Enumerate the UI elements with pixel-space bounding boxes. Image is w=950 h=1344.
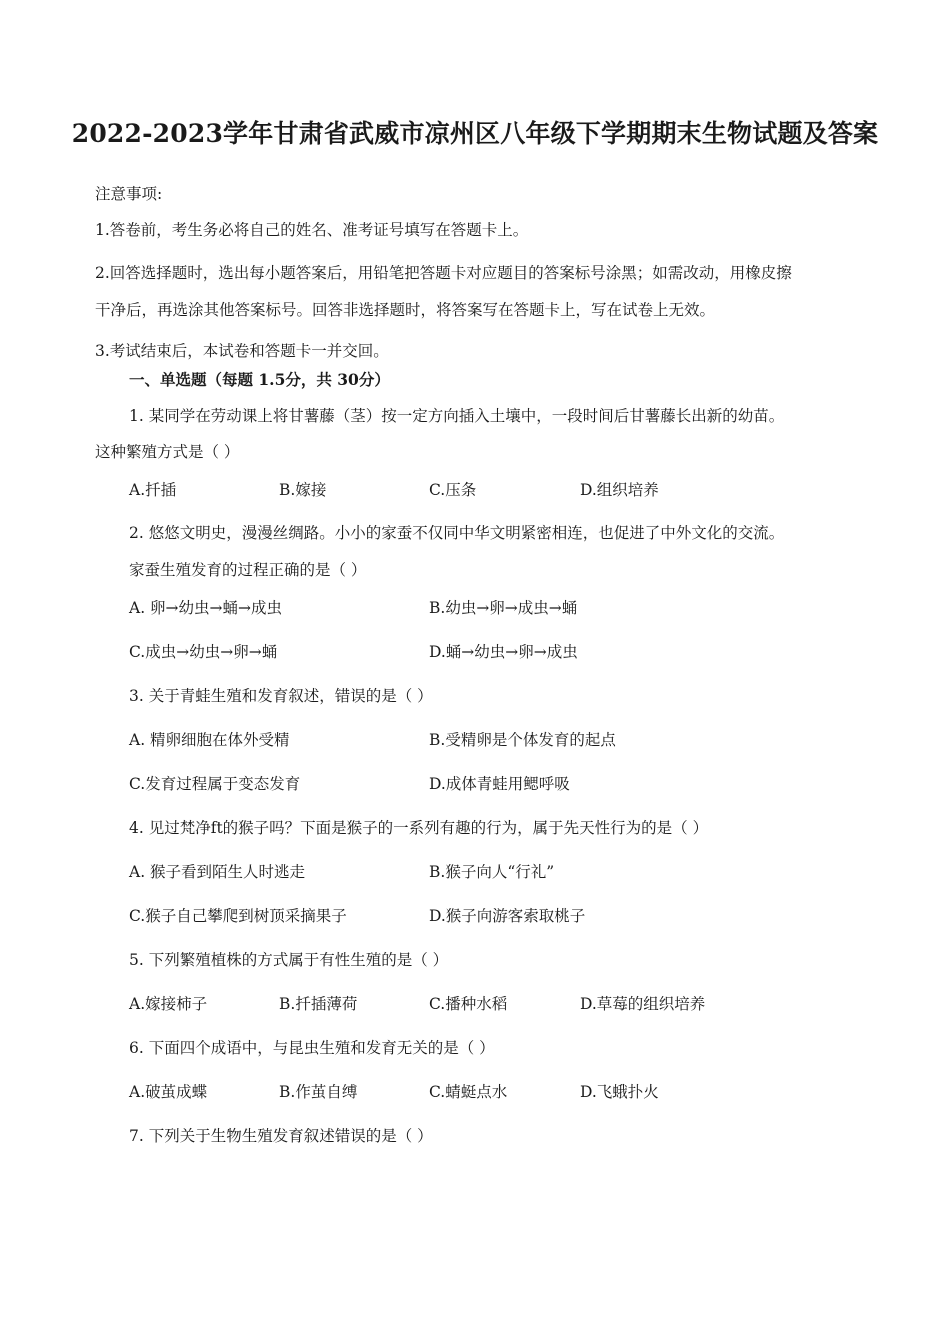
question-1-stem-line-1: 1. 某同学在劳动课上将甘薯藤（茎）按一定方向插入土壤中，一段时间后甘薯藤长出新的幼苗。 <box>129 407 785 425</box>
document-title: 2022-2023学年甘肃省武威市凉州区八年级下学期期末生物试题及答案 <box>71 119 879 148</box>
notice-item-2-line-1: 2.回答选择题时，选出每小题答案后，用铅笔把答题卡对应题目的答案标号涂黑；如需改动，用橡皮擦 <box>95 264 792 282</box>
question-4-option-d: D.猴子向游客索取桃子 <box>429 907 586 925</box>
question-2-option-d: D.蛹→幼虫→卵→成虫 <box>429 643 578 661</box>
question-6-stem: 6. 下面四个成语中，与昆虫生殖和发育无关的是（ ） <box>129 1039 495 1057</box>
question-6-option-b: B.作茧自缚 <box>279 1083 358 1101</box>
question-3-option-b: B.受精卵是个体发育的起点 <box>429 731 616 749</box>
question-3-stem: 3. 关于青蛙生殖和发育叙述，错误的是（ ） <box>129 687 433 705</box>
notice-heading: 注意事项: <box>95 185 163 203</box>
question-7-stem: 7. 下列关于生物生殖发育叙述错误的是（ ） <box>129 1127 433 1145</box>
question-1-option-c: C.压条 <box>429 481 477 499</box>
question-3-option-c: C.发育过程属于变态发育 <box>129 775 301 793</box>
question-4-option-a: A. 猴子看到陌生人时逃走 <box>129 863 306 881</box>
notice-item-3: 3.考试结束后，本试卷和答题卡一并交回。 <box>95 342 389 360</box>
question-2-option-c: C.成虫→幼虫→卵→蛹 <box>129 643 278 661</box>
question-4-option-b: B.猴子向人“行礼” <box>429 863 555 881</box>
question-2-option-a: A. 卵→幼虫→蛹→成虫 <box>129 599 283 617</box>
question-2-stem-line-2: 家蚕生殖发育的过程正确的是（ ） <box>129 561 367 579</box>
question-6-option-a: A.破茧成蝶 <box>129 1083 208 1101</box>
notice-item-2-line-2: 干净后，再选涂其他答案标号。回答非选择题时，将答案写在答题卡上，写在试卷上无效。 <box>95 301 716 319</box>
question-5-option-c: C.播种水稻 <box>429 995 508 1013</box>
question-2-option-b: B.幼虫→卵→成虫→蛹 <box>429 599 578 617</box>
question-5-stem: 5. 下列繁殖植株的方式属于有性生殖的是（ ） <box>129 951 449 969</box>
question-2-stem-line-1: 2. 悠悠文明史，漫漫丝绸路。小小的家蚕不仅同中华文明紧密相连，也促进了中外文化的交流。 <box>129 524 785 542</box>
question-3-option-d: D.成体青蛙用鳃呼吸 <box>429 775 570 793</box>
question-1-option-a: A.扦插 <box>129 481 177 499</box>
question-5-option-d: D.草莓的组织培养 <box>580 995 706 1013</box>
question-4-stem: 4. 见过梵净ft的猴子吗？下面是猴子的一系列有趣的行为，属于先天性行为的是（ ） <box>129 819 709 837</box>
question-3-option-a: A. 精卵细胞在体外受精 <box>129 731 290 749</box>
question-5-option-b: B.扦插薄荷 <box>279 995 358 1013</box>
question-4-option-c: C.猴子自己攀爬到树顶采摘果子 <box>129 907 347 925</box>
question-1-option-b: B.嫁接 <box>279 481 327 499</box>
notice-item-1: 1.答卷前，考生务必将自己的姓名、准考证号填写在答题卡上。 <box>95 221 529 239</box>
question-5-option-a: A.嫁接柿子 <box>129 995 208 1013</box>
question-1-stem-line-2: 这种繁殖方式是（ ） <box>95 443 240 461</box>
question-6-option-c: C.蜻蜓点水 <box>429 1083 508 1101</box>
question-1-option-d: D.组织培养 <box>580 481 659 499</box>
question-6-option-d: D.飞蛾扑火 <box>580 1083 659 1101</box>
section-heading: 一、单选题（每题 1.5分，共 30分） <box>129 370 390 389</box>
